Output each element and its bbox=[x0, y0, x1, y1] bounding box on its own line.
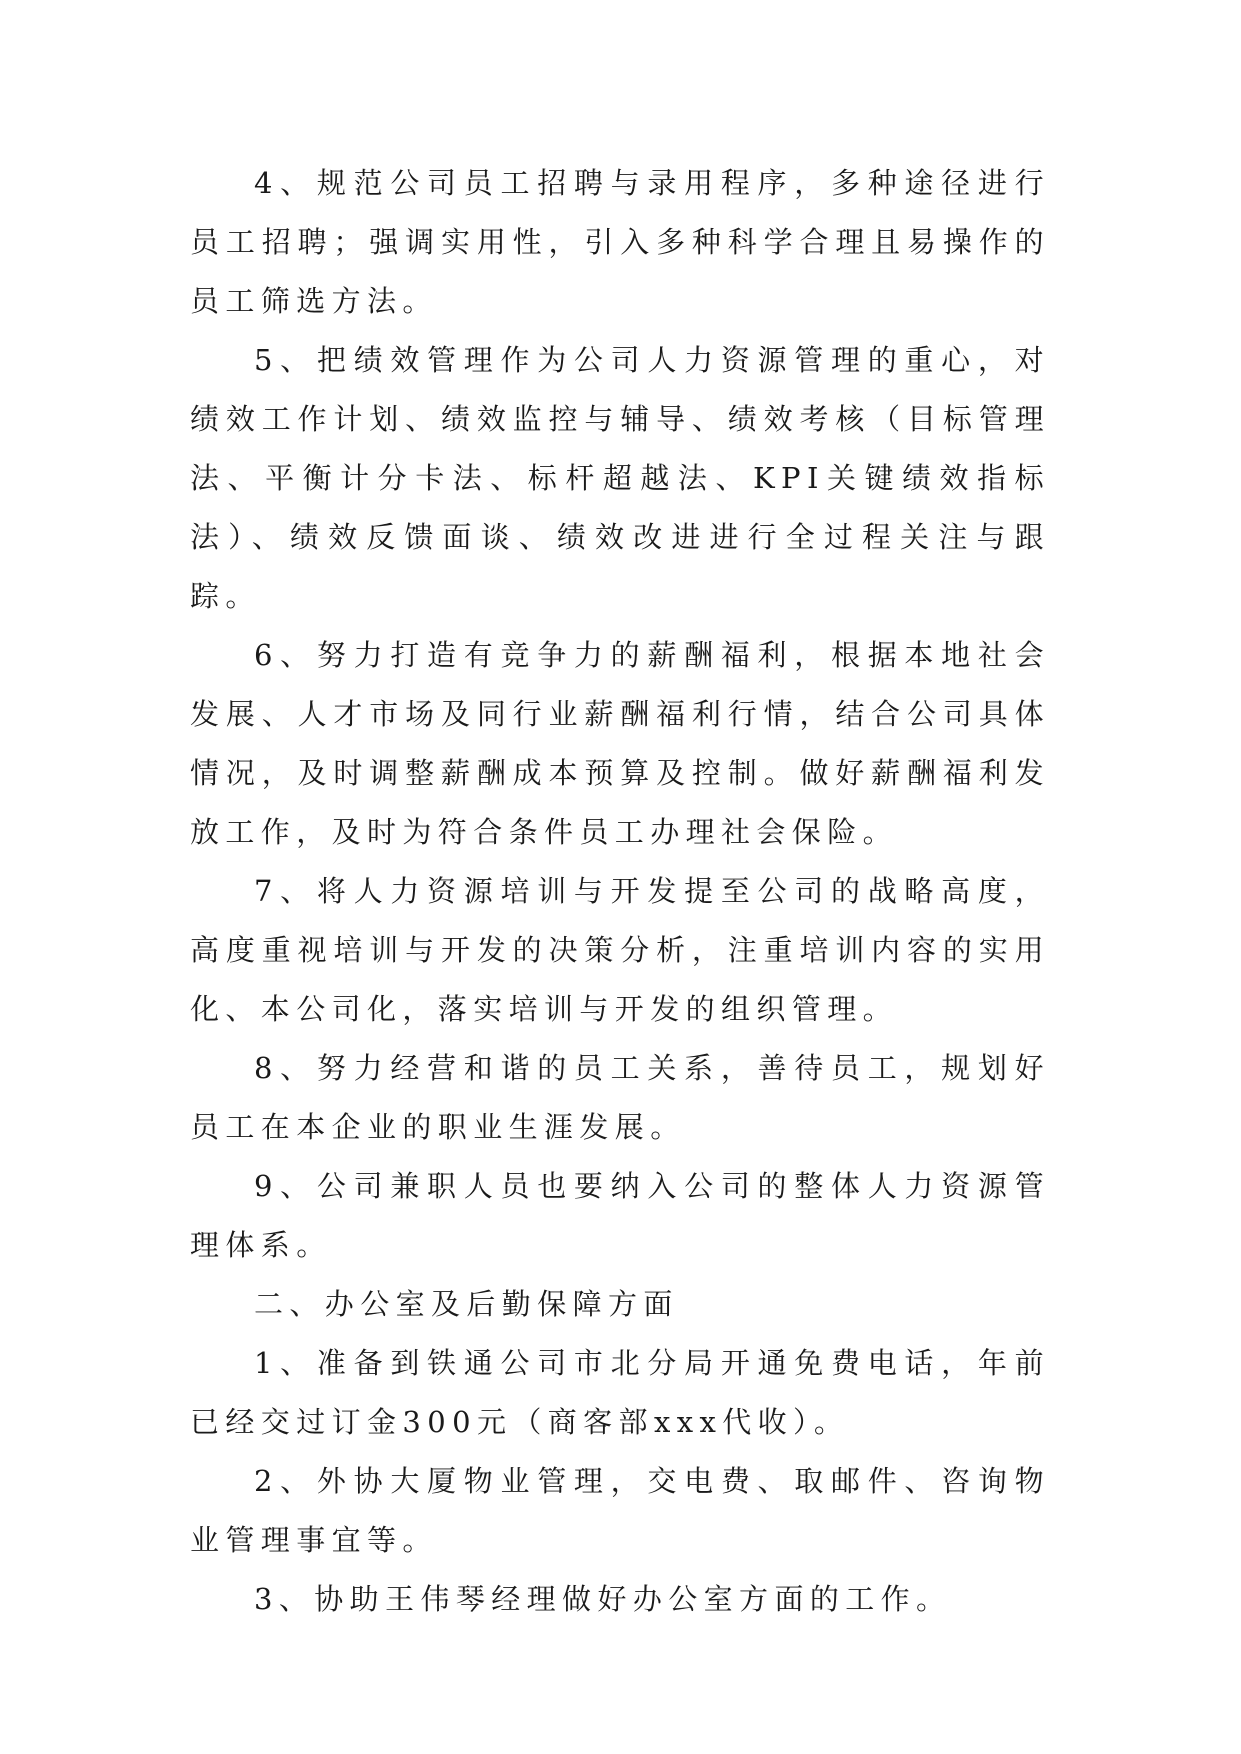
paragraph-item-2-property: 2、外协大厦物业管理，交电费、取邮件、咨询物业管理事宜等。 bbox=[190, 1464, 1050, 1557]
document-body bbox=[190, 154, 1050, 1629]
paragraph-item-1-phone: 1、准备到铁通公司市北分局开通免费电话，年前已经交过订金300元（商客部xxx代收）。 bbox=[190, 1346, 1050, 1439]
paragraph-item-4-recruitment: 4、规范公司员工招聘与录用程序，多种途径进行员工招聘；强调实用性，引入多种科学合理且易操作的员工筛选方法。 bbox=[190, 166, 1050, 318]
section-heading-office-logistics: 二、办公室及后勤保障方面 bbox=[254, 1287, 679, 1321]
paragraph-item-7-training: 7、将人力资源培训与开发提至公司的战略高度，高度重视培训与开发的决策分析，注重培训内容的实用化、本公司化，落实培训与开发的组织管理。 bbox=[190, 874, 1050, 1026]
paragraph-item-5-performance: 5、把绩效管理作为公司人力资源管理的重心，对绩效工作计划、绩效监控与辅导、绩效考核（目标管理法、平衡计分卡法、标杆超越法、KPI关键绩效指标法）、绩效反馈面谈、绩效改进进行全过程关注与跟踪。 bbox=[190, 343, 1050, 613]
paragraph-item-8-employee-relations: 8、努力经营和谐的员工关系，善待员工，规划好员工在本企业的职业生涯发展。 bbox=[190, 1051, 1050, 1144]
paragraph-item-9-part-time-staff: 9、公司兼职人员也要纳入公司的整体人力资源管理体系。 bbox=[190, 1169, 1050, 1262]
paragraph-item-6-compensation: 6、努力打造有竞争力的薪酬福利，根据本地社会发展、人才市场及同行业薪酬福利行情，结合公司具体情况，及时调整薪酬成本预算及控制。做好薪酬福利发放工作，及时为符合条件员工办理社会保险。 bbox=[190, 638, 1050, 849]
paragraph-item-3-office-assist: 3、协助王伟琴经理做好办公室方面的工作。 bbox=[254, 1582, 952, 1616]
